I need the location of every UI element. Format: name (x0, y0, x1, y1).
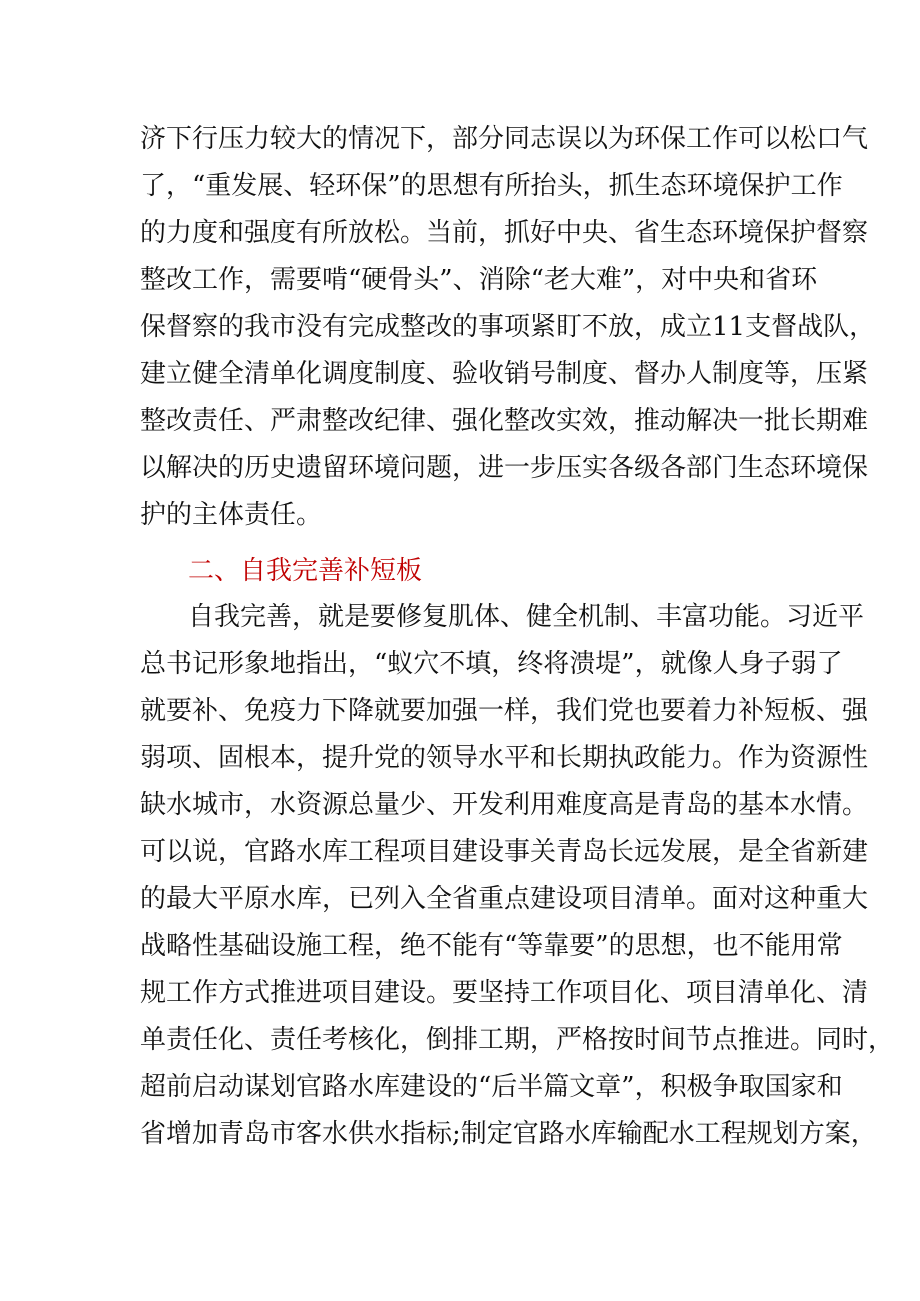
paragraph-line: 总书记形象地指出，“蚁穴不填，终将溃堤”，就像人身子弱了 (140, 649, 843, 679)
paragraph-line: 整改责任、严肃整改纪律、强化整改实效，推动解决一批长期难 (140, 406, 869, 436)
paragraph-line: 保督察的我市没有完成整改的事项紧盯不放，成立11支督战队， (140, 312, 876, 342)
paragraph-line: 战略性基础设施工程，绝不能有“等靠要”的思想，也不能用常 (140, 931, 843, 961)
paragraph-line: 的力度和强度有所放松。当前，抓好中央、省生态环境保护督察 (140, 218, 869, 248)
paragraph-line: 整改工作，需要啃“硬骨头”、消除“老大难”，对中央和省环 (140, 265, 818, 295)
paragraph-line: 济下行压力较大的情况下，部分同志误以为环保工作可以松口气 (140, 124, 869, 154)
paragraph-line: 就要补、免疫力下降就要加强一样，我们党也要着力补短板、强 (140, 696, 869, 726)
paragraph-line: 超前启动谋划官路水库建设的“后半篇文章”，积极争取国家和 (140, 1072, 843, 1102)
paragraph-line: 建立健全清单化调度制度、验收销号制度、督办人制度等，压紧 (140, 359, 869, 389)
paragraph-line: 弱项、固根本，提升党的领导水平和长期执政能力。作为资源性 (140, 743, 869, 773)
paragraph-line: 可以说，官路水库工程项目建设事关青岛长远发展，是全省新建 (140, 837, 869, 867)
paragraph-line: 护的主体责任。 (140, 500, 323, 530)
paragraph-line: 以解决的历史遗留环境问题，进一步压实各级各部门生态环境保 (140, 453, 869, 483)
paragraph-line: 自我完善，就是要修复肌体、健全机制、丰富功能。习近平 (188, 602, 865, 632)
paragraph-line: 省增加青岛市客水供水指标;制定官路水库输配水工程规划方案， (140, 1119, 877, 1149)
paragraph-line: 规工作方式推进项目建设。要坚持工作项目化、项目清单化、清 (140, 978, 869, 1008)
paragraph-line: 了，“重发展、轻环保”的思想有所抬头，抓生态环境保护工作 (140, 171, 843, 201)
paragraph-line: 单责任化、责任考核化，倒排工期，严格按时间节点推进。同时， (140, 1025, 895, 1055)
paragraph-line: 的最大平原水库，已列入全省重点建设项目清单。面对这种重大 (140, 884, 869, 914)
section-heading: 二、自我完善补短板 (188, 556, 423, 586)
paragraph-line: 缺水城市，水资源总量少、开发利用难度高是青岛的基本水情。 (140, 790, 869, 820)
